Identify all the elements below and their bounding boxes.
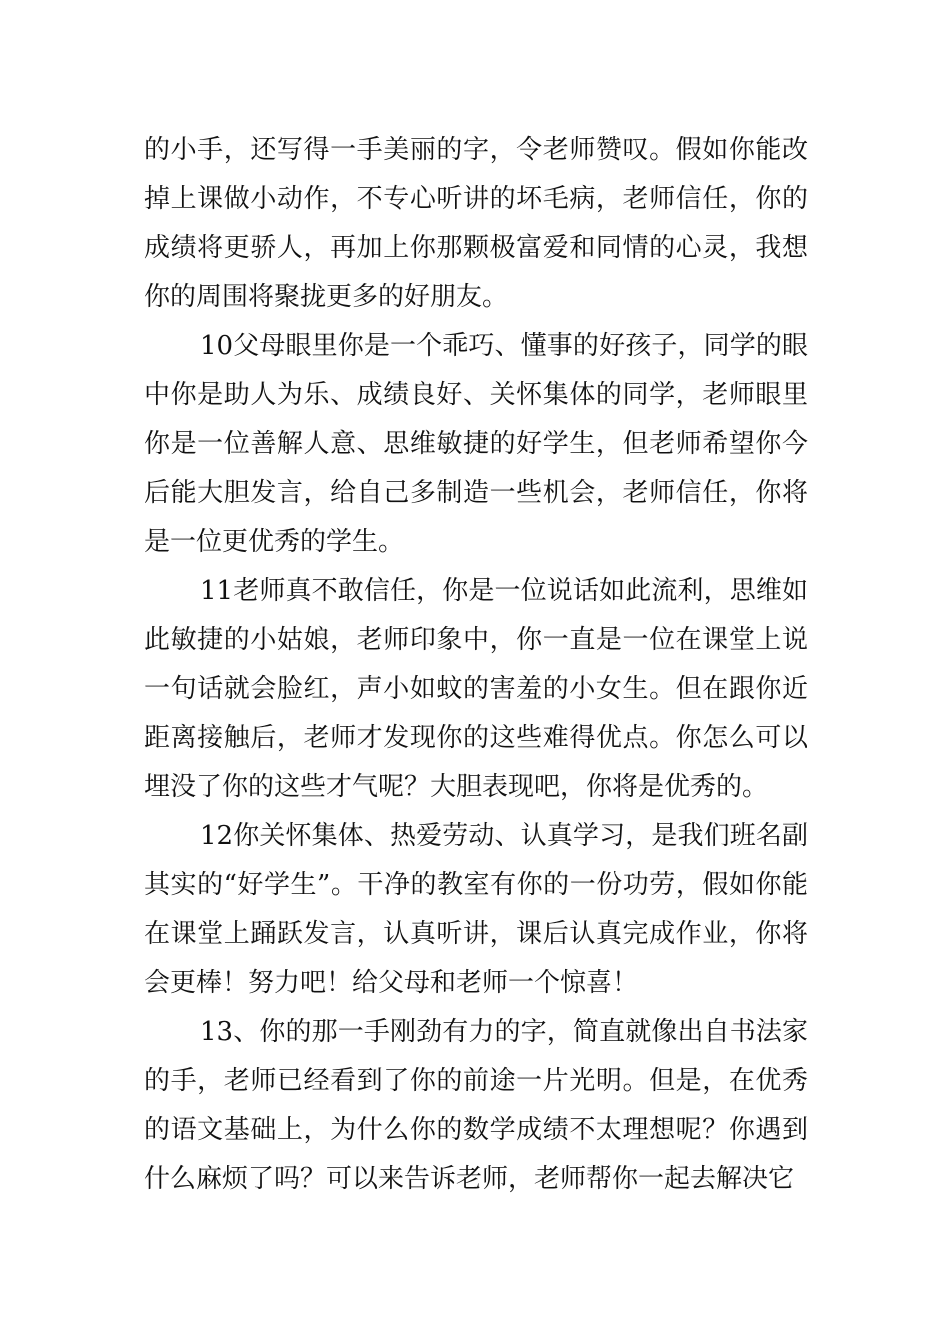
- paragraph-12: 12你关怀集体、热爱劳动、认真学习，是我们班名副其实的“好学生”。干净的教室有你的一份功劳，假如你能在课堂上踊跃发言，认真听讲，课后认真完成作业，你将会更棒！努力吧！给父母和老师一个惊喜！: [144, 821, 808, 998]
- paragraph-10: 10父母眼里你是一个乖巧、懂事的好孩子，同学的眼中你是助人为乐、成绩良好、关怀集体的同学，老师眼里你是一位善解人意、思维敏捷的好学生，但老师希望你今后能大胆发言，给自己多制造一些机会，老师信任，你将是一位更优秀的学生。: [144, 331, 808, 557]
- document-body: [144, 126, 808, 1204]
- paragraph-13: 13、你的那一手刚劲有力的字，简直就像出自书法家的手，老师已经看到了你的前途一片光明。但是，在优秀的语文基础上，为什么你的数学成绩不太理想呢？你遇到什么麻烦了吗？可以来告诉老师，老师帮你一起去解决它: [144, 1017, 808, 1194]
- paragraph-11: 11老师真不敢信任，你是一位说话如此流利，思维如此敏捷的小姑娘，老师印象中，你一直是一位在课堂上说一句话就会脸红，声小如蚊的害羞的小女生。但在跟你近距离接触后，老师才发现你的这些难得优点。你怎么可以埋没了你的这些才气呢？大胆表现吧，你将是优秀的。: [144, 576, 808, 802]
- paragraph-continued: 的小手，还写得一手美丽的字，令老师赞叹。假如你能改掉上课做小动作，不专心听讲的坏毛病，老师信任，你的成绩将更骄人，再加上你那颗极富爱和同情的心灵，我想你的周围将聚拢更多的好朋友。: [144, 135, 808, 312]
